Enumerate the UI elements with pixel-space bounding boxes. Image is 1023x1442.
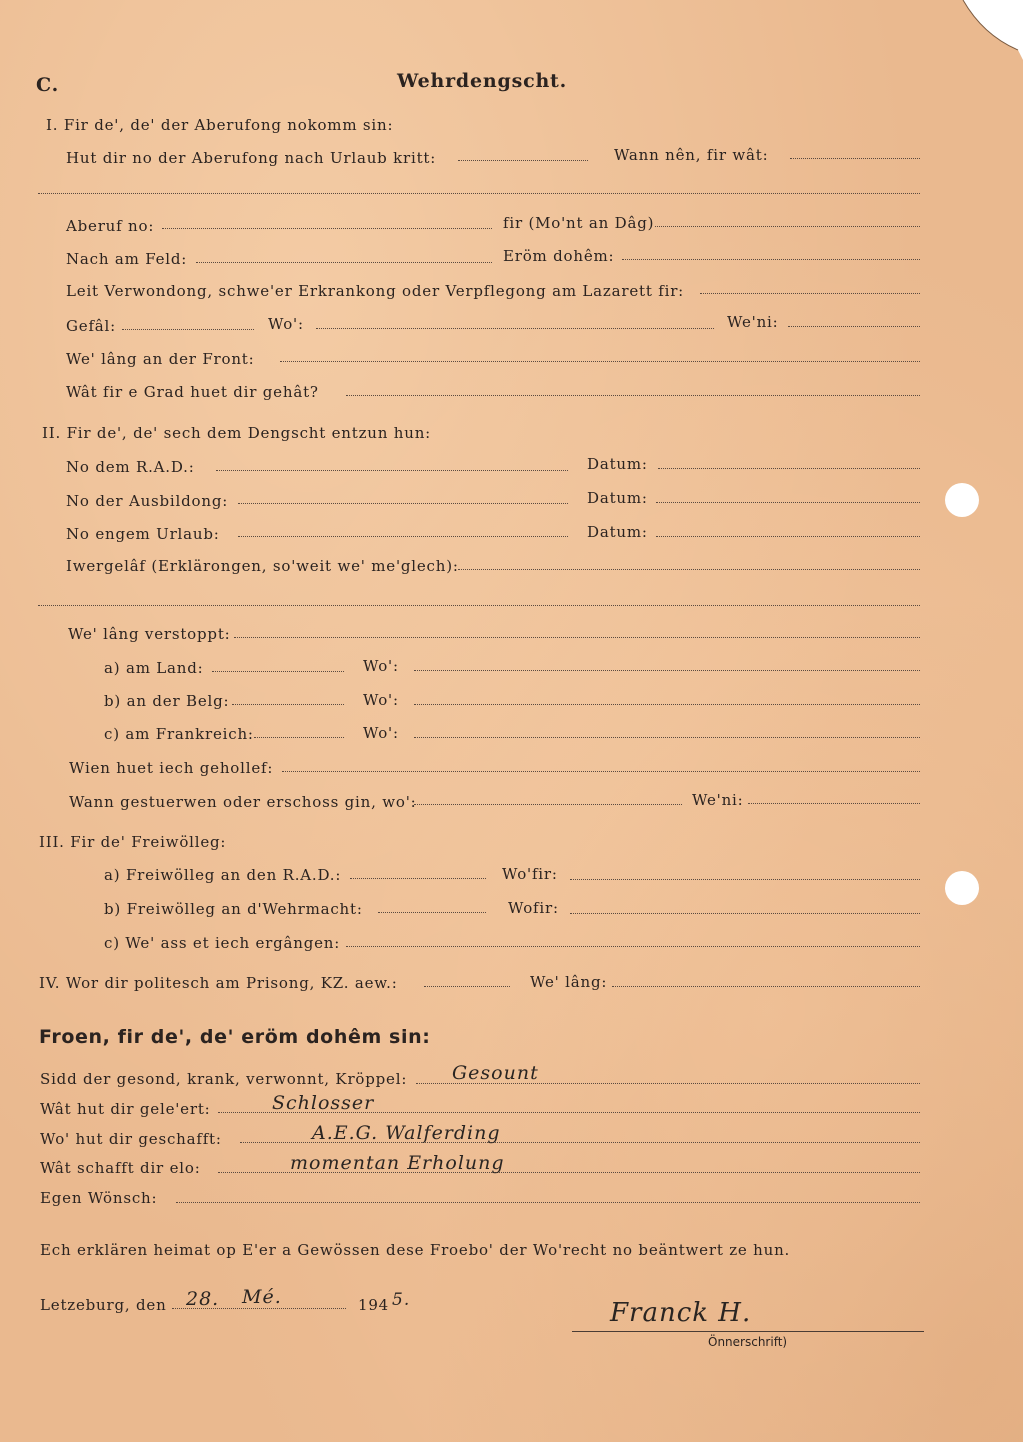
label-iwergelaf: Iwergelâf (Erklärongen, so'weit we' me'glech): xyxy=(66,557,459,575)
label-gestuerwen: Wann gestuerwen oder erschoss gin, wo': xyxy=(69,793,417,811)
place-label: Letzeburg, den xyxy=(40,1296,167,1314)
label-elo: Wât schafft dir elo: xyxy=(40,1159,201,1177)
label-urlaub-2: No engem Urlaub: xyxy=(66,525,220,543)
field-front[interactable] xyxy=(280,361,920,362)
label-erom-dohem: Eröm dohêm: xyxy=(503,247,615,265)
label-ergangen: c) We' ass et iech ergângen: xyxy=(104,934,341,952)
signature: Franck H. xyxy=(610,1298,752,1328)
label-wo-c: Wo': xyxy=(363,724,399,742)
field-nach-feld[interactable] xyxy=(196,262,492,263)
field-land[interactable] xyxy=(212,671,344,672)
label-urlaub: Hut dir no der Aberufong nach Urlaub kritt: xyxy=(66,149,437,167)
field-iwergelaf-cont[interactable] xyxy=(38,605,920,606)
label-weni: We'ni: xyxy=(727,313,779,331)
value-geschafft: A.E.G. Walferding xyxy=(312,1122,501,1144)
field-wonsch[interactable] xyxy=(176,1202,920,1203)
label-fir-mont: fir (Mo'nt an Dâg) xyxy=(503,214,655,232)
value-gesond: Gesount xyxy=(452,1062,539,1084)
field-wofir-a[interactable] xyxy=(570,879,920,880)
label-wofir-b: Wofir: xyxy=(508,899,559,917)
field-erom-dohem[interactable] xyxy=(622,259,920,260)
label-datum-1: Datum: xyxy=(587,455,648,473)
label-aberuf: Aberuf no: xyxy=(66,217,155,235)
field-wann[interactable] xyxy=(790,158,920,159)
label-wofir-a: Wo'fir: xyxy=(502,865,558,883)
field-freiwolleg-rad[interactable] xyxy=(350,878,486,879)
label-wonsch: Egen Wönsch: xyxy=(40,1189,158,1207)
label-wo-b: Wo': xyxy=(363,691,399,709)
punch-hole xyxy=(945,871,979,905)
label-rad: No dem R.A.D.: xyxy=(66,458,195,476)
value-elo: momentan Erholung xyxy=(290,1152,505,1174)
label-geleert: Wât hut dir gele'ert: xyxy=(40,1100,211,1118)
label-grad: Wât fir e Grad huet dir gehât? xyxy=(66,383,319,401)
field-wo[interactable] xyxy=(316,328,714,329)
field-datum-3[interactable] xyxy=(656,536,920,537)
field-grad[interactable] xyxy=(346,395,920,396)
label-front: We' lâng an der Front: xyxy=(66,350,255,368)
home-heading: Froen, fir de', de' eröm dohêm sin: xyxy=(39,1026,431,1048)
label-freiwolleg-wehrmacht: b) Freiwölleg an d'Wehrmacht: xyxy=(104,900,363,918)
section-1-heading: I. Fir de', de' der Aberufong nokomm sin: xyxy=(46,116,394,134)
label-nach-feld: Nach am Feld: xyxy=(66,250,188,268)
label-gehollef: Wien huet iech gehollef: xyxy=(69,759,274,777)
field-prisong[interactable] xyxy=(424,986,510,987)
year-prefix: 194 xyxy=(358,1296,390,1314)
label-freiwolleg-rad: a) Freiwölleg an den R.A.D.: xyxy=(104,866,342,884)
label-wo-a: Wo': xyxy=(363,657,399,675)
field-ausbildong[interactable] xyxy=(238,503,568,504)
label-wo: Wo': xyxy=(268,315,304,333)
field-gehollef[interactable] xyxy=(282,771,920,772)
label-gefal: Gefâl: xyxy=(66,317,117,335)
page-title: Wehrdengscht. xyxy=(397,70,568,92)
field-iwergelaf[interactable] xyxy=(458,569,920,570)
field-wann-cont[interactable] xyxy=(38,193,920,194)
field-urlaub[interactable] xyxy=(458,160,588,161)
field-ergangen[interactable] xyxy=(346,946,920,947)
label-land: a) am Land: xyxy=(104,659,204,677)
label-gesond: Sidd der gesond, krank, verwonnt, Kröppel: xyxy=(40,1070,408,1088)
label-geschafft: Wo' hut dir geschafft: xyxy=(40,1130,222,1148)
field-urlaub-2[interactable] xyxy=(238,536,568,537)
field-wo-b[interactable] xyxy=(414,704,920,705)
label-verstoppt: We' lâng verstoppt: xyxy=(68,625,231,643)
punch-hole xyxy=(945,483,979,517)
field-weni-2[interactable] xyxy=(748,803,920,804)
field-frankreich[interactable] xyxy=(254,737,344,738)
signature-label: Önnerschrift) xyxy=(708,1335,788,1349)
folded-corner xyxy=(943,0,1023,60)
field-belg[interactable] xyxy=(232,704,344,705)
label-ausbildong: No der Ausbildong: xyxy=(66,492,229,510)
value-day: 28. xyxy=(186,1288,220,1310)
field-gefal[interactable] xyxy=(122,329,254,330)
field-wo-a[interactable] xyxy=(414,670,920,671)
label-belg: b) an der Belg: xyxy=(104,692,230,710)
field-fir-mont[interactable] xyxy=(655,226,920,227)
label-wann: Wann nên, fir wât: xyxy=(614,146,769,164)
signature-line xyxy=(572,1331,924,1332)
label-weni-2: We'ni: xyxy=(692,791,744,809)
value-year-suffix: 5. xyxy=(392,1290,411,1310)
field-rad[interactable] xyxy=(216,470,568,471)
field-verstoppt[interactable] xyxy=(234,637,920,638)
label-datum-2: Datum: xyxy=(587,489,648,507)
section-4-heading: IV. Wor dir politesch am Prisong, KZ. aew.: xyxy=(39,974,398,992)
value-month: Mé. xyxy=(242,1286,282,1308)
declaration-text: Ech erklären heimat op E'er a Gewössen dese Froebo' der Wo'recht no beäntwert ze hun. xyxy=(40,1241,791,1259)
field-freiwolleg-wehrmacht[interactable] xyxy=(378,912,486,913)
label-we-lang: We' lâng: xyxy=(530,973,608,991)
field-datum-2[interactable] xyxy=(656,502,920,503)
label-frankreich: c) am Frankreich: xyxy=(104,725,254,743)
field-we-lang[interactable] xyxy=(612,986,920,987)
field-wo-c[interactable] xyxy=(414,737,920,738)
field-datum-1[interactable] xyxy=(658,468,920,469)
label-verwondong: Leit Verwondong, schwe'er Erkrankong oder Verpflegong am Lazarett fir: xyxy=(66,282,685,300)
value-geleert: Schlosser xyxy=(272,1092,375,1114)
field-wofir-b[interactable] xyxy=(570,913,920,914)
section-2-heading: II. Fir de', de' sech dem Dengscht entzun hun: xyxy=(42,424,432,442)
field-aberuf[interactable] xyxy=(162,228,492,229)
field-weni[interactable] xyxy=(788,326,920,327)
section-3-heading: III. Fir de' Freiwölleg: xyxy=(39,833,227,851)
section-letter: C. xyxy=(36,74,60,96)
label-datum-3: Datum: xyxy=(587,523,648,541)
field-gestuerwen[interactable] xyxy=(414,804,682,805)
field-verwondong[interactable] xyxy=(700,293,920,294)
